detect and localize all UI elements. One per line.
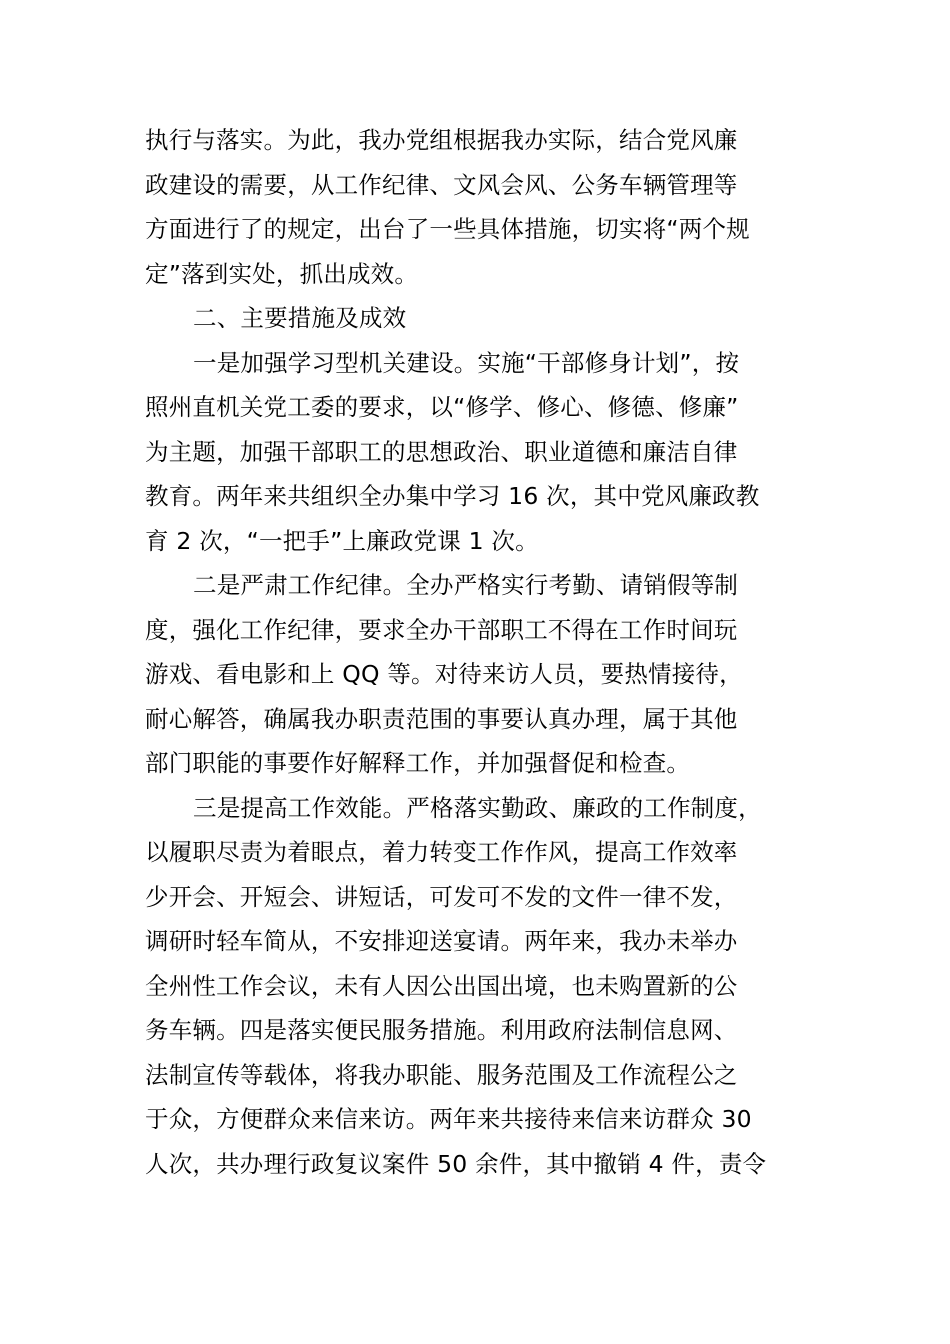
text-line: 全州性工作会议，未有人因公出国出境，也未购置新的公 [145, 971, 738, 1000]
text-line: 照州直机关党工委的要求，以“修学、修心、修德、修廉” [145, 393, 739, 421]
text-line: 调研时轻车简从，不安排迎送宴请。两年来，我办未举办 [145, 927, 738, 955]
text-line: 二是严肃工作纪律。全办严格实行考勤、请销假等制 [193, 571, 739, 599]
text-line: 务车辆。四是落实便民服务措施。利用政府法制信息网、 [145, 1016, 738, 1044]
text-line: 定”落到实处，抓出成效。 [145, 259, 419, 288]
text-line: 育 2 次，“一把手”上廉政党课 1 次。 [145, 526, 539, 555]
text-line: 耐心解答，确属我办职责范围的事要认真办理，属于其他 [145, 704, 738, 733]
text-line: 三是提高工作效能。严格落实勤政、廉政的工作制度， [193, 793, 762, 822]
paragraph [145, 118, 815, 296]
text-line: 教育。两年来共组织全办集中学习 16 次，其中党风廉政教 [145, 482, 760, 510]
text-line: 为主题，加强干部职工的思想政治、职业道德和廉洁自律 [145, 437, 738, 466]
text-line: 度，强化工作纪律，要求全办干部职工不得在工作时间玩 [145, 615, 738, 644]
paragraph [145, 563, 815, 786]
text-line: 二、主要措施及成效 [193, 304, 407, 332]
paragraph [145, 786, 815, 1187]
text-line: 少开会、开短会、讲短话，可发可不发的文件一律不发， [145, 882, 738, 911]
text-line: 执行与落实。为此，我办党组根据我办实际，结合党风廉 [145, 126, 738, 154]
text-line: 游戏、看电影和上 QQ 等。对待来访人员，要热情接待， [145, 660, 743, 688]
text-line: 方面进行了的规定，出台了一些具体措施，切实将“两个规 [145, 215, 750, 243]
text-line: 政建设的需要，从工作纪律、文风会风、公务车辆管理等 [145, 170, 738, 199]
text-line: 法制宣传等载体，将我办职能、服务范围及工作流程公之 [145, 1060, 738, 1089]
document-body [145, 118, 815, 1186]
text-line: 部门职能的事要作好解释工作，并加强督促和检查。 [145, 749, 691, 777]
paragraph [145, 341, 815, 564]
text-line: 以履职尽责为着眼点，着力转变工作作风，提高工作效率 [145, 838, 738, 866]
text-line: 于众，方便群众来信来访。两年来共接待来信来访群众 30 [145, 1105, 752, 1133]
text-line: 一是加强学习型机关建设。实施“干部修身计划”，按 [193, 348, 740, 377]
section-heading [145, 296, 815, 341]
text-line: 人次，共办理行政复议案件 50 余件，其中撤销 4 件，责令 [145, 1149, 767, 1178]
